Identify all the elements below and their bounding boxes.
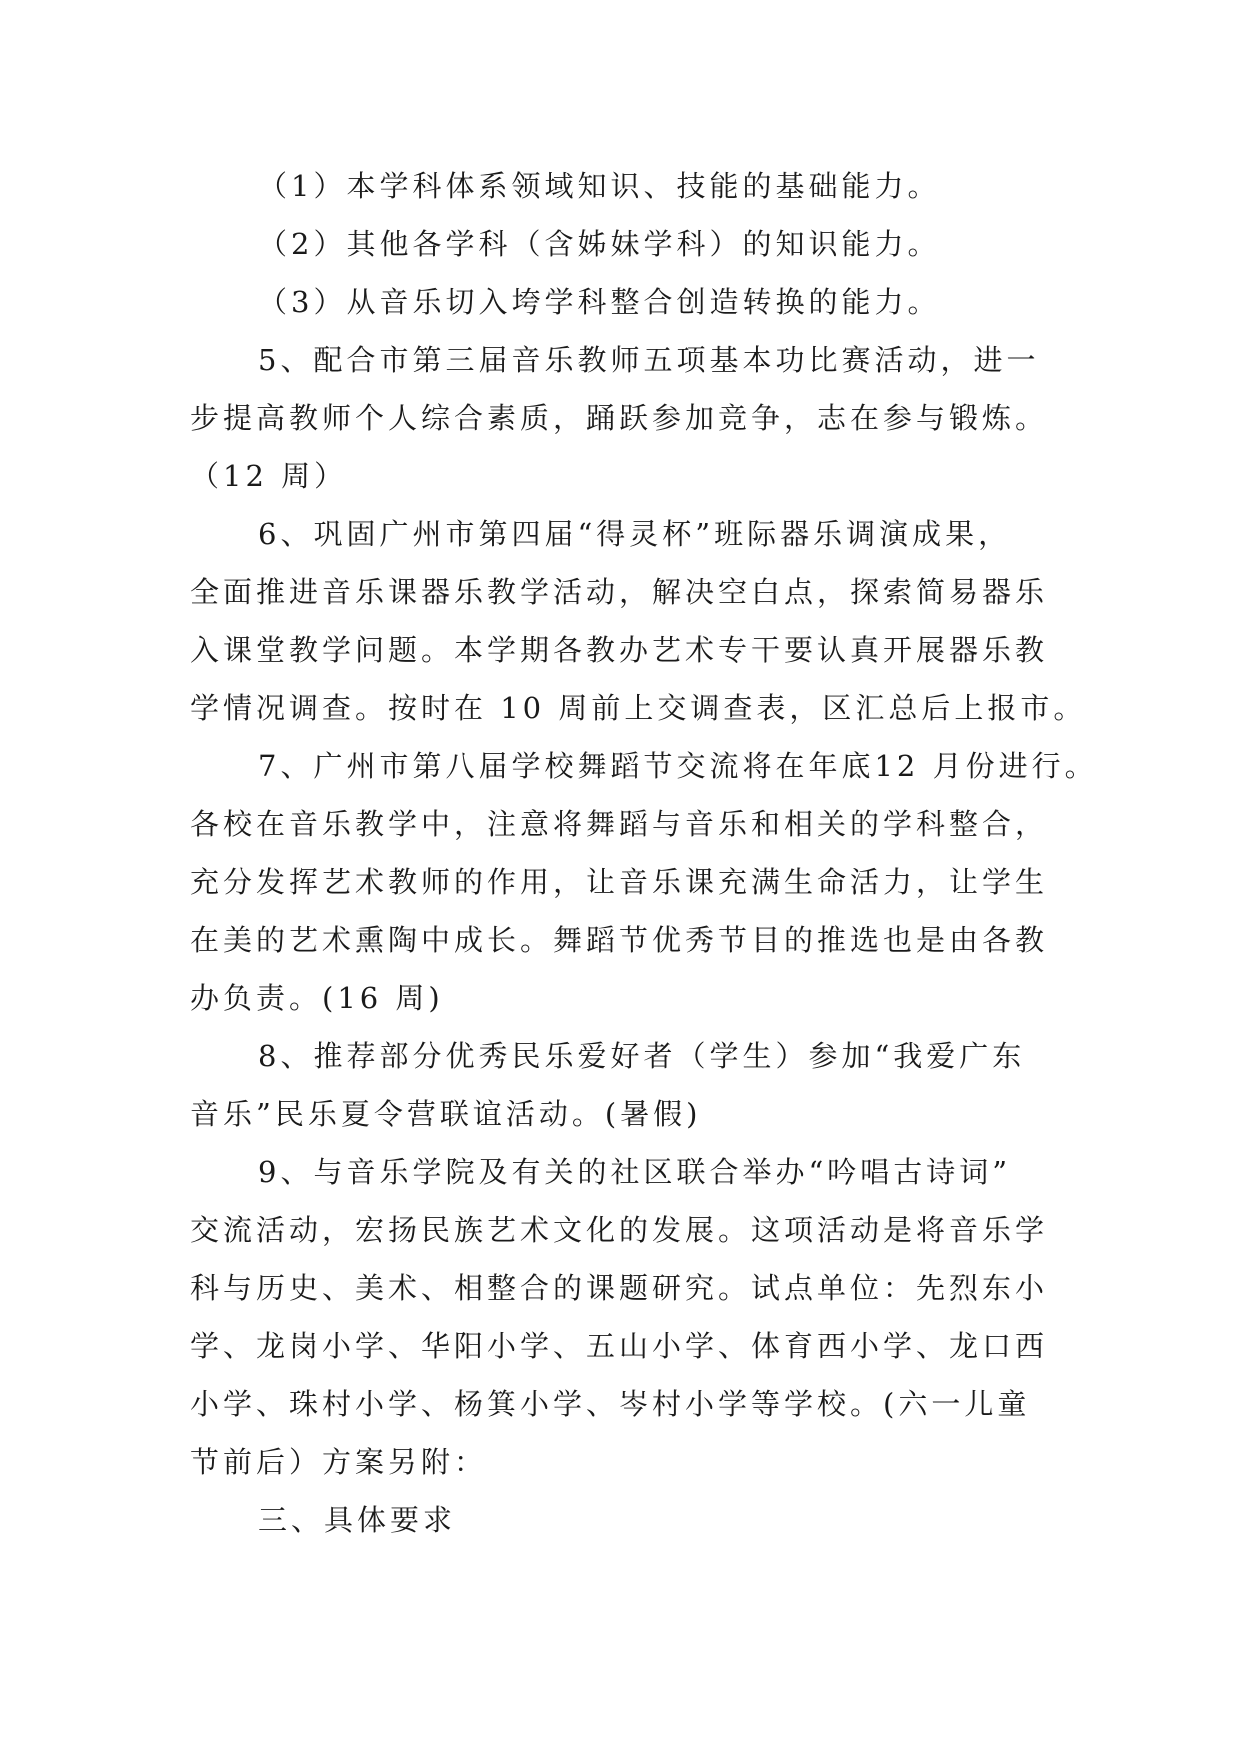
text-line-1: （1）本学科体系领域知识、技能的基础能力。 [258,169,941,203]
text-line-23: 节前后）方案另附： [190,1445,488,1479]
text-line-21: 学、龙岗小学、华阳小学、五山小学、体育西小学、龙口西 [190,1329,1049,1363]
text-line-7: 6、巩固广州市第四届“得灵杯”班际器乐调演成果， [258,517,1012,551]
text-line-9: 入课堂教学问题。本学期各教办艺术专干要认真开展器乐教 [190,633,1049,667]
text-line-11: 7、广州市第八届学校舞蹈节交流将在年底12 月份进行。 [258,749,1098,783]
text-line-6: （12 周） [190,459,348,493]
text-line-5: 步提高教师个人综合素质，踊跃参加竞争，志在参与锻炼。 [190,401,1049,435]
text-line-17: 音乐”民乐夏令营联谊活动。(暑假) [190,1097,702,1131]
text-line-12: 各校在音乐教学中，注意将舞蹈与音乐和相关的学科整合， [190,807,1049,841]
text-line-8: 全面推进音乐课器乐教学活动，解决空白点，探索简易器乐 [190,575,1049,609]
text-line-16: 8、推荐部分优秀民乐爱好者（学生）参加“我爱广东 [258,1039,1026,1073]
text-line-10: 学情况调查。按时在 10 周前上交调查表，区汇总后上报市。 [190,691,1087,725]
text-line-3: （3）从音乐切入垮学科整合创造转换的能力。 [258,285,941,319]
text-line-18: 9、与音乐学院及有关的社区联合举办“吟唱古诗词” [258,1155,1012,1189]
section-heading: 三、具体要求 [258,1503,457,1537]
text-line-20: 科与历史、美术、相整合的课题研究。试点单位：先烈东小 [190,1271,1049,1305]
text-line-15: 办负责。(16 周) [190,981,444,1015]
text-line-2: （2）其他各学科（含姊妹学科）的知识能力。 [258,227,941,261]
text-line-14: 在美的艺术熏陶中成长。舞蹈节优秀节目的推选也是由各教 [190,923,1049,957]
text-line-22: 小学、珠村小学、杨箕小学、岑村小学等学校。(六一儿童 [190,1387,1031,1421]
text-line-19: 交流活动，宏扬民族艺术文化的发展。这项活动是将音乐学 [190,1213,1049,1247]
text-line-4: 5、配合市第三届音乐教师五项基本功比赛活动，进一 [258,343,1040,377]
text-line-13: 充分发挥艺术教师的作用，让音乐课充满生命活力，让学生 [190,865,1049,899]
